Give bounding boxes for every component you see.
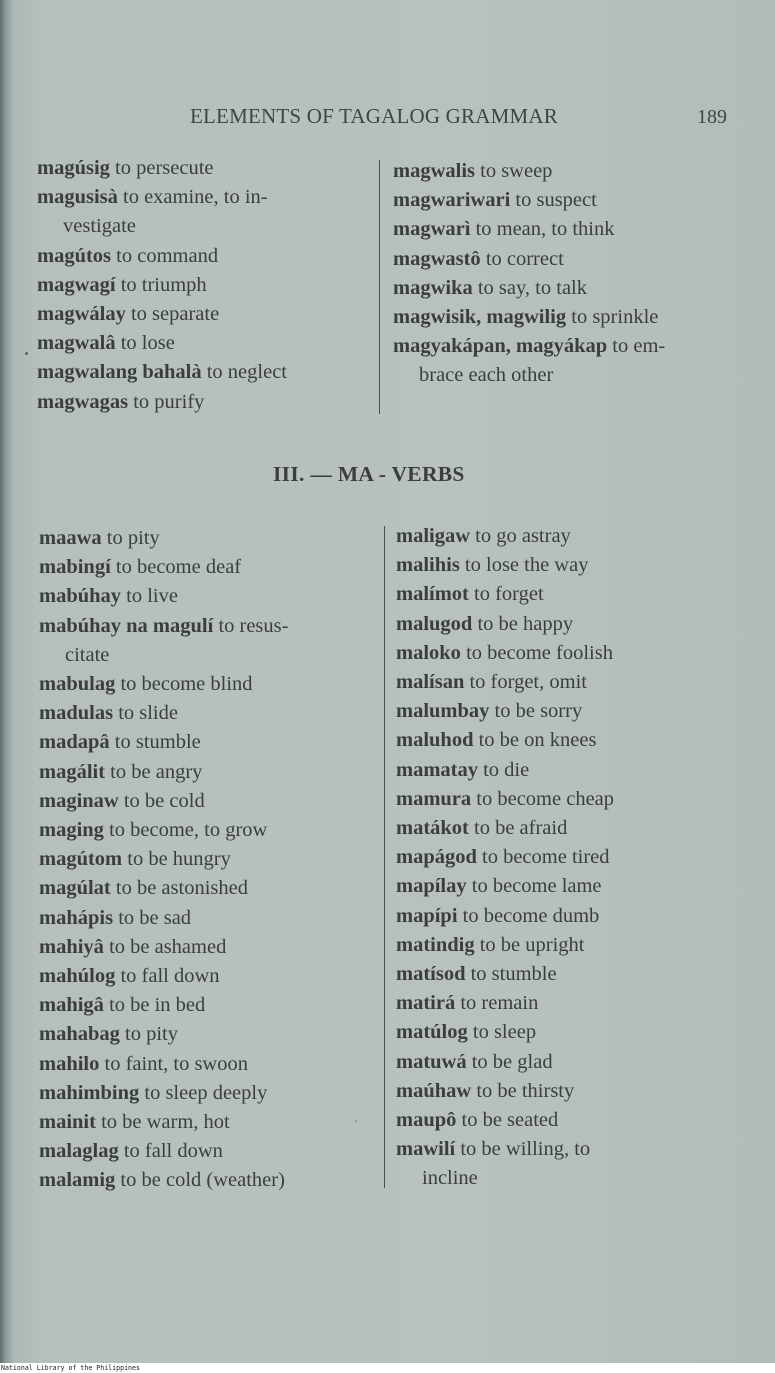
entry-headword: maginaw (39, 789, 119, 812)
entry-gloss: to correct (480, 247, 564, 270)
entry-gloss: to triumph (115, 273, 207, 296)
entry-gloss: to fall down (118, 1140, 223, 1163)
entry-gloss: to forget, omit (464, 671, 587, 694)
entry-line (396, 639, 614, 668)
entry-headword: malumbay (396, 700, 490, 723)
entry-gloss: to examine, to in- (117, 186, 268, 209)
entry-line (396, 668, 614, 697)
entry-headword: mabingí (39, 556, 111, 579)
ink-speck (355, 1120, 357, 1122)
entry-headword: maúhaw (396, 1079, 472, 1102)
entry-gloss: to be afraid (468, 817, 568, 840)
entry-gloss: to lose the way (459, 554, 589, 577)
entry-gloss: to become lame (466, 875, 602, 898)
entry-headword: mamura (396, 787, 472, 810)
entry-gloss: to pity (101, 527, 160, 549)
entry-line (39, 582, 288, 611)
entry-headword: madapâ (39, 731, 110, 754)
entry-gloss: to be sorry (489, 700, 583, 723)
library-credit: National Library of the Philippines (1, 1364, 140, 1372)
entry-gloss: to become, to grow (103, 819, 268, 842)
entry-line (39, 991, 288, 1020)
entry-line (39, 1166, 288, 1195)
bottom-right-column (396, 522, 614, 1194)
entry-line (39, 1050, 288, 1079)
entry-line (396, 726, 614, 755)
entry-gloss: to lose (115, 332, 175, 355)
entry-line (396, 610, 614, 639)
top-right-column (393, 157, 665, 391)
entry-headword: mabúhay (39, 585, 122, 608)
entry-gloss: to mean, to think (470, 218, 615, 241)
entry-headword: magwalang bahalà (37, 361, 202, 384)
entry-headword: magwagas (37, 390, 129, 413)
entry-line (37, 358, 287, 387)
entry-headword: maloko (396, 641, 461, 664)
entry-continuation: citate (65, 643, 110, 666)
entry-gloss: to be seated (456, 1109, 559, 1132)
entry-gloss: to go astray (470, 525, 571, 547)
entry-gloss: to slide (113, 702, 178, 725)
entry-gloss: to pity (119, 1023, 178, 1046)
entry-line (396, 931, 614, 960)
entry-line (39, 1079, 288, 1108)
entry-line (39, 728, 288, 757)
entry-gloss: to stumble (109, 731, 201, 754)
entry-line (37, 300, 287, 329)
entry-headword: mahiyâ (39, 935, 104, 958)
entry-gloss: to say, to talk (472, 276, 587, 299)
entry-line (39, 612, 288, 641)
entry-headword: mahúlog (39, 965, 116, 988)
entry-headword: magyakápan, magyákap (393, 335, 608, 358)
entry-line (39, 670, 288, 699)
entry-line (39, 758, 288, 787)
entry-headword: magwarì (393, 218, 471, 241)
entry-line (396, 522, 614, 551)
entry-headword: mahabag (39, 1023, 120, 1046)
entry-headword: mapágod (396, 846, 477, 869)
top-left-column (37, 154, 287, 417)
entry-line (37, 329, 287, 358)
entry-gloss: to become dumb (457, 904, 600, 927)
entry-headword: magwariwari (393, 189, 511, 212)
entry-gloss: to sweep (475, 160, 553, 182)
entry-gloss: to be cold (weather) (115, 1169, 285, 1192)
entry-headword: magwalis (393, 160, 475, 182)
entry-gloss: to remain (455, 992, 539, 1015)
entry-gloss: to suspect (510, 189, 597, 212)
entry-gloss: to be happy (472, 612, 574, 635)
entry-headword: magwagí (37, 273, 116, 296)
entry-gloss: to become deaf (110, 556, 242, 579)
entry-line (39, 787, 288, 816)
entry-line (396, 697, 614, 726)
entry-line (396, 1018, 614, 1047)
entry-gloss: to be glad (466, 1050, 553, 1073)
entry-line (396, 902, 614, 931)
entry-headword: magwálay (37, 303, 126, 326)
entry-headword: malísan (396, 671, 465, 694)
entry-gloss: to be willing, to (455, 1138, 591, 1161)
entry-headword: mabulag (39, 673, 116, 696)
entry-gloss: to be warm, hot (95, 1111, 230, 1134)
entry-gloss: to command (111, 244, 219, 267)
entry-line (396, 551, 614, 580)
entry-headword: maligaw (396, 525, 471, 547)
entry-gloss: to sleep deeply (139, 1081, 268, 1104)
entry-line (396, 580, 614, 609)
entry-line (39, 874, 288, 903)
entry-line (39, 699, 288, 728)
entry-line (39, 553, 288, 582)
entry-headword: magwalâ (37, 332, 116, 355)
entry-headword: maawa (39, 527, 102, 549)
entry-gloss: to stumble (465, 963, 557, 986)
entry-headword: mainit (39, 1111, 96, 1134)
entry-gloss: to be on knees (473, 729, 597, 752)
entry-line (393, 157, 665, 186)
entry-gloss: to become cheap (471, 787, 615, 810)
entry-headword: magwastô (393, 247, 481, 270)
entry-headword: matísod (396, 963, 466, 986)
entry-headword: magálit (39, 760, 106, 783)
entry-line (37, 242, 287, 271)
entry-line (393, 186, 665, 215)
entry-continuation: brace each other (419, 364, 554, 387)
entry-headword: matúlog (396, 1021, 468, 1044)
entry-line (396, 960, 614, 989)
entry-gloss: to live (121, 585, 178, 608)
entry-gloss: to persecute (109, 157, 214, 179)
page-number: 189 (697, 106, 727, 128)
entry-line (39, 1020, 288, 1049)
entry-line (39, 524, 288, 553)
entry-gloss: to be astonished (110, 877, 248, 900)
entry-headword: mabúhay na magulí (39, 614, 214, 637)
entry-gloss: to fall down (115, 965, 220, 988)
entry-gloss: to be hungry (122, 848, 231, 871)
entry-headword: malugod (396, 612, 473, 635)
entry-gloss: to separate (125, 303, 220, 326)
entry-headword: mahápis (39, 906, 114, 929)
entry-line (39, 1137, 288, 1166)
entry-headword: malímot (396, 583, 469, 606)
entry-headword: magwika (393, 276, 473, 299)
entry-gloss: to be ashamed (103, 935, 227, 958)
entry-gloss: to be angry (105, 760, 203, 783)
entry-gloss: to be sad (113, 906, 192, 929)
entry-line (393, 274, 665, 303)
entry-headword: magwisik, magwilig (393, 306, 567, 329)
entry-line (37, 388, 287, 417)
entry-headword: matirá (396, 992, 456, 1015)
entry-headword: malamig (39, 1169, 116, 1192)
entry-line (39, 962, 288, 991)
entry-headword: mawilí (396, 1138, 456, 1161)
entry-line (39, 816, 288, 845)
entry-headword: maluhod (396, 729, 474, 752)
entry-headword: magúsig (37, 157, 110, 179)
entry-headword: mapípi (396, 904, 458, 927)
entry-line (396, 1135, 614, 1164)
entry-headword: malihis (396, 554, 460, 577)
entry-line (396, 1048, 614, 1077)
entry-headword: matákot (396, 817, 469, 840)
entry-gloss: to faint, to swoon (99, 1052, 248, 1075)
entry-line (39, 933, 288, 962)
entry-line (37, 183, 287, 212)
entry-line (396, 785, 614, 814)
entry-headword: magusisà (37, 186, 118, 209)
entry-gloss: to be upright (474, 933, 585, 956)
entry-headword: madulas (39, 702, 114, 725)
entry-headword: matuwá (396, 1050, 467, 1073)
entry-line (396, 989, 614, 1018)
entry-gloss: to become blind (115, 673, 253, 696)
ink-speck (25, 352, 28, 355)
entry-headword: magútos (37, 244, 112, 267)
entry-gloss: to become tired (476, 846, 610, 869)
entry-line (37, 271, 287, 300)
entry-headword: mahimbing (39, 1081, 140, 1104)
entry-headword: mamatay (396, 758, 478, 781)
entry-gloss: to forget (468, 583, 544, 606)
entry-gloss: to neglect (201, 361, 287, 384)
entry-line (396, 872, 614, 901)
entry-line (396, 843, 614, 872)
entry-line (396, 1077, 614, 1106)
bottom-left-column (39, 524, 288, 1196)
entry-headword: matindig (396, 933, 475, 956)
entry-line (39, 904, 288, 933)
entry-headword: magútom (39, 848, 123, 871)
entry-headword: mapílay (396, 875, 467, 898)
bottom-column-divider (384, 526, 385, 1188)
entry-gloss: to become foolish (460, 641, 613, 664)
entry-continuation: incline (422, 1167, 478, 1190)
entry-line (393, 303, 665, 332)
running-header-title: ELEMENTS OF TAGALOG GRAMMAR (190, 104, 558, 128)
entry-headword: mahilo (39, 1052, 100, 1075)
entry-headword: mahigâ (39, 994, 104, 1017)
entry-gloss: to be thirsty (471, 1079, 575, 1102)
entry-headword: maupô (396, 1109, 457, 1132)
entry-line (39, 1108, 288, 1137)
entry-line (393, 245, 665, 274)
entry-gloss: to resus- (213, 614, 289, 637)
entry-gloss: to die (477, 758, 530, 781)
entry-gloss: to be in bed (103, 994, 206, 1017)
entry-headword: malaglag (39, 1140, 119, 1163)
entry-headword: maging (39, 819, 104, 842)
entry-gloss: to be cold (118, 789, 205, 812)
entry-line (37, 154, 287, 183)
entry-gloss: to sleep (467, 1021, 537, 1044)
entry-line (396, 756, 614, 785)
entry-gloss: to sprinkle (566, 306, 659, 329)
entry-line (39, 845, 288, 874)
entry-gloss: to em- (607, 335, 666, 358)
top-column-divider (379, 160, 380, 414)
entry-gloss: to purify (128, 390, 205, 413)
entry-continuation: vestigate (63, 215, 136, 238)
entry-line (393, 332, 665, 361)
section-heading: III. — MA - VERBS (273, 462, 465, 486)
entry-headword: magúlat (39, 877, 111, 900)
entry-line (396, 814, 614, 843)
entry-line (393, 215, 665, 244)
entry-line (396, 1106, 614, 1135)
